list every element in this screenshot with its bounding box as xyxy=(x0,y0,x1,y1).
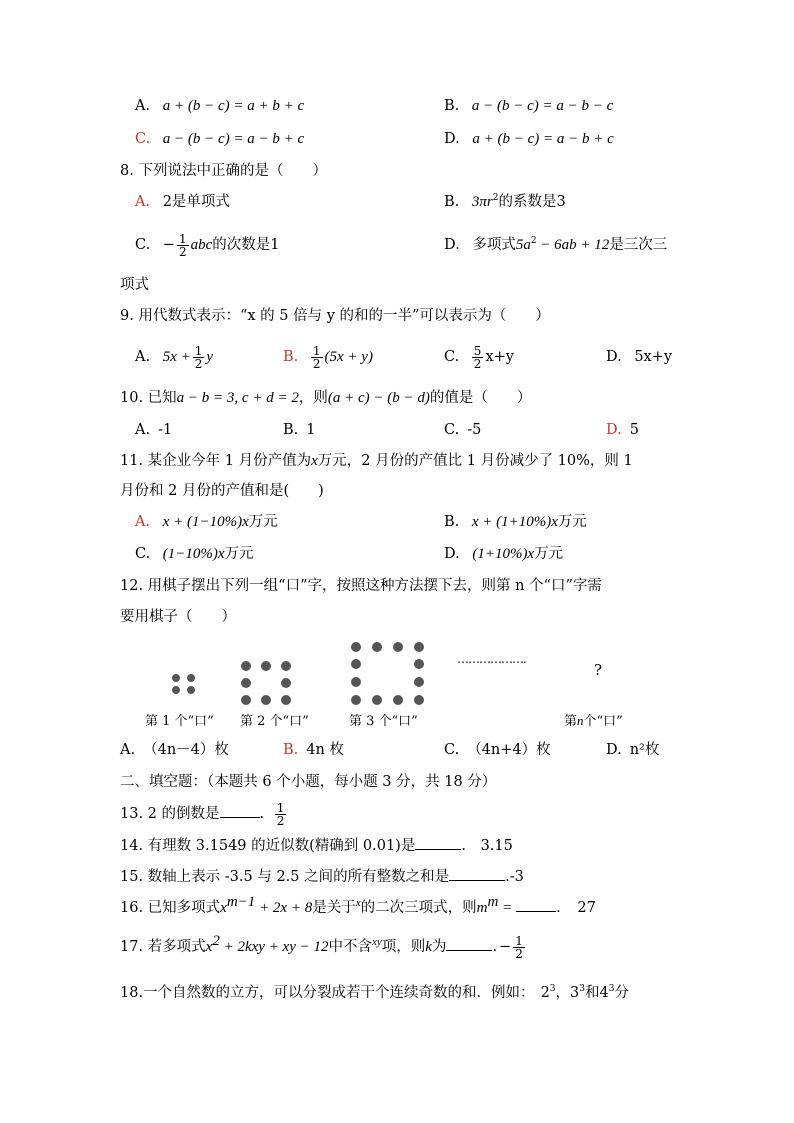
q13: 13. 2 的倒数是 . $\frac{1}{2}$ xyxy=(120,800,285,828)
caption-n: 第n个“口” xyxy=(564,713,623,729)
answer-blank xyxy=(220,803,260,818)
q7-option-a: A. a + (b − c) = a + b + c xyxy=(135,98,305,114)
chess-piece xyxy=(241,695,251,705)
chess-piece xyxy=(261,695,271,705)
chess-piece xyxy=(281,661,291,671)
q12-figure xyxy=(137,638,643,730)
q11-option-d: D. (1+10%)x万元 xyxy=(444,546,564,562)
q8-option-c: C. − $\frac{1}{2}$ abc的次数是1 xyxy=(135,231,280,259)
chess-piece xyxy=(393,695,403,705)
q12-option-a: A. （4n－4）枚 xyxy=(120,742,229,758)
chess-piece xyxy=(351,695,361,705)
answer-blank xyxy=(446,936,492,951)
chess-piece xyxy=(241,678,251,688)
chess-piece xyxy=(261,661,271,671)
q11-stem-line2: 月份和 2 月份的产值和是( ) xyxy=(120,483,324,499)
q9-option-d: D. 5x+y xyxy=(606,349,673,365)
answer: -3 xyxy=(509,869,524,885)
q16: 16. 已知多项式$x^{m-1} + 2x + 8$是关于$^x$的二次三项式，则$m^m$ = . 27 xyxy=(120,894,596,916)
q11-stem: 11. 某企业今年 1 月份产值为x万元，2 月份的产值比 1 月份减少了 10%，则 1 xyxy=(120,453,633,469)
answer-fraction: $\frac{1}{2}$ xyxy=(515,933,523,961)
q7-option-d: D. a + (b − c) = a − b + c xyxy=(444,131,614,147)
answer: 3.15 xyxy=(480,838,513,854)
fraction: $\frac{1}{2}$ xyxy=(312,343,321,371)
answer-fraction: $\frac{1}{2}$ xyxy=(276,800,285,828)
chess-piece xyxy=(187,686,195,694)
q10-option-c: C. -5 xyxy=(444,422,482,438)
chess-piece xyxy=(172,686,180,694)
chess-piece xyxy=(372,695,382,705)
chess-piece xyxy=(281,695,291,705)
q12-option-d: D. n²枚 xyxy=(606,742,660,758)
caption-2: 第 2 个“口” xyxy=(240,714,309,729)
q8-stem: 8. 下列说法中正确的是（ ） xyxy=(120,163,327,179)
fraction: $\frac{5}{2}$ xyxy=(473,343,482,371)
chess-piece xyxy=(351,642,361,652)
ellipsis-dots: ………………. xyxy=(457,652,526,666)
q9-option-c: C. $\frac{5}{2}$ x+y xyxy=(444,343,514,371)
q10-stem: 10. 已知a − b = 3, c + d = 2，则(a + c) − (b − d)的值是（ ） xyxy=(120,390,532,406)
chess-piece xyxy=(414,642,424,652)
q9-stem: 9. 用代数式表示：“x 的 5 倍与 y 的和的一半”可以表示为（ ） xyxy=(120,308,550,324)
q10-option-d: D. 5 xyxy=(606,422,639,438)
chess-piece xyxy=(414,659,424,669)
q8-option-d: D. 多项式$5a^2 - 6ab + 12$是三次三 xyxy=(444,236,668,253)
q9-option-b: B. $\frac{1}{2}$ (5x + y) xyxy=(283,343,373,371)
chess-piece xyxy=(172,674,180,682)
chess-piece xyxy=(281,678,291,688)
q8-option-b: B. $3\pi r^2$的系数是3 xyxy=(444,193,566,210)
q11-option-c: C. (1−10%)x万元 xyxy=(135,546,254,562)
chess-piece xyxy=(351,677,361,687)
q8-option-d-continued: 项式 xyxy=(120,277,149,293)
chess-piece xyxy=(351,659,361,669)
q11-option-b: B. x + (1+10%)x万元 xyxy=(444,514,587,530)
answer-blank xyxy=(415,835,461,850)
q9-option-a: A. 5x + $\frac{1}{2}$ y xyxy=(135,343,214,371)
fraction: $\frac{1}{2}$ xyxy=(178,231,187,259)
chess-piece xyxy=(372,642,382,652)
q12-stem-line2: 要用棋子（ ） xyxy=(120,609,236,625)
answer-blank xyxy=(449,866,505,881)
q10-option-a: A. -1 xyxy=(135,422,173,438)
q7-option-b: B. a − (b − c) = a − b − c xyxy=(444,98,614,114)
caption-3: 第 3 个“口” xyxy=(349,714,418,729)
q11-option-a: A. x + (1−10%)x万元 xyxy=(135,514,278,530)
q12-option-b: B. 4n 枚 xyxy=(283,742,344,758)
q10-option-b: B. 1 xyxy=(283,422,316,438)
question-mark: ? xyxy=(594,661,603,679)
section-title: 二、填空题：（本题共 6 个小题，每小题 3 分，共 18 分） xyxy=(120,774,497,790)
q17: 17. 若多项式$x^2 + 2kxy$ + xy − 12中不含$^{xy}$项，则k为 . − $\frac{1}{2}$ xyxy=(120,933,523,961)
q7-option-c: C. a − (b − c) = a − b + c xyxy=(135,131,305,147)
q12-option-c: C. （4n+4）枚 xyxy=(444,742,551,758)
caption-1: 第 1 个“口” xyxy=(145,714,214,729)
q18: 18.一个自然数的立方，可以分裂成若干个连续奇数的和．例如： $2^3$，$3^3$和$4^3$分 xyxy=(120,984,629,1001)
chess-piece xyxy=(393,642,403,652)
q12-stem: 12. 用棋子摆出下列一组“口”字，按照这种方法摆下去，则第 n 个“口”字需 xyxy=(120,578,602,594)
chess-piece xyxy=(414,695,424,705)
q8-option-a: A. 2是单项式 xyxy=(135,194,230,210)
q15: 15. 数轴上表示 -3.5 与 2.5 之间的所有整数之和是 .-3 xyxy=(120,866,524,887)
q14: 14. 有理数 3.1549 的近似数(精确到 0.01)是 . 3.15 xyxy=(120,835,513,856)
chess-piece xyxy=(241,661,251,671)
chess-piece xyxy=(187,674,195,682)
fraction: $\frac{1}{2}$ xyxy=(194,343,203,371)
answer: 27 xyxy=(577,900,596,916)
chess-piece xyxy=(414,677,424,687)
answer-blank xyxy=(516,897,556,912)
